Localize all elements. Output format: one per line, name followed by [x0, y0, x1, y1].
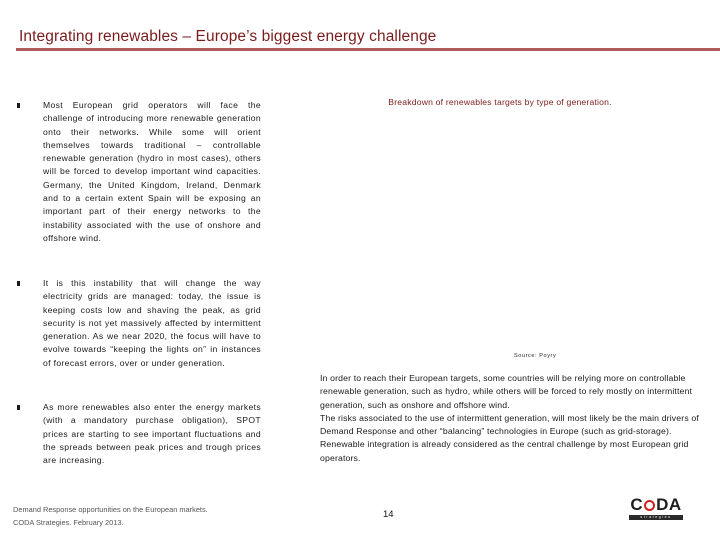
bullet-text: It is this instability that will change the way electricity grids are managed: today, the issue is keeping costs low and shaving the peak, as grid security is not yet massively affected by intermittent generation. As we near 2020, the focus will have to evolve towards “keeping the lights on” in instances of forecast errors, over or under generation.	[43, 278, 261, 368]
bullet-marker	[17, 281, 20, 286]
footer-note-line-2: CODA Strategies. February 2013.	[13, 518, 124, 527]
logo-wordmark	[628, 496, 684, 513]
right-paragraph-2: The risks associated to the use of intermittent generation, will most likely be the main drivers of Demand Response and other “balancing” technologies in Europe (such as grid-storage). Renewable integration is already considered as the central challenge by most European grid operators.	[320, 412, 699, 463]
page-title: Integrating renewables – Europe’s biggest energy challenge	[19, 28, 437, 45]
coda-logo	[628, 496, 684, 522]
footer-note	[13, 503, 263, 529]
bullet-marker	[17, 405, 20, 410]
footer-note-line-1: Demand Response opportunities on the European markets.	[13, 505, 208, 514]
right-paragraph-1: In order to reach their European targets, some countries will be relying more on controllable renewable generation, such as hydro, while others will be forced to rely mostly on intermittent generation, such as onshore and offshore wind.	[320, 373, 693, 410]
logo-circle-icon	[644, 500, 655, 511]
page-number: 14	[383, 509, 394, 520]
bullet-text: As more renewables also enter the energy markets (with a mandatory purchase obligation), SPOT prices are starting to see important fluctuations and the spreads between peak prices and trough prices are increasing.	[43, 402, 261, 466]
chart-source: Source: Poyry	[514, 353, 557, 359]
bullet-marker	[17, 103, 20, 108]
chart-image-placeholder	[310, 120, 710, 345]
right-text-block	[320, 372, 700, 465]
bullet-text: Most European grid operators will face the challenge of introducing more renewable generation onto their networks. While some will orient themselves towards traditional – controllable renewable generation (hydro in most cases), others will be forced to develop important wind capacities. Germany, the United Kingdom, Ireland, Denmark and to a certain extent Spain will be exposing an important part of their energy networks to the instability associated with the use of onshore and offshore wind.	[43, 100, 261, 243]
logo-letters-da: DA	[656, 495, 682, 514]
title-divider	[16, 48, 720, 51]
chart-caption: Breakdown of renewables targets by type of generation.	[388, 97, 612, 107]
logo-letter-c: C	[630, 495, 644, 514]
logo-tagline: strategies	[629, 515, 683, 520]
